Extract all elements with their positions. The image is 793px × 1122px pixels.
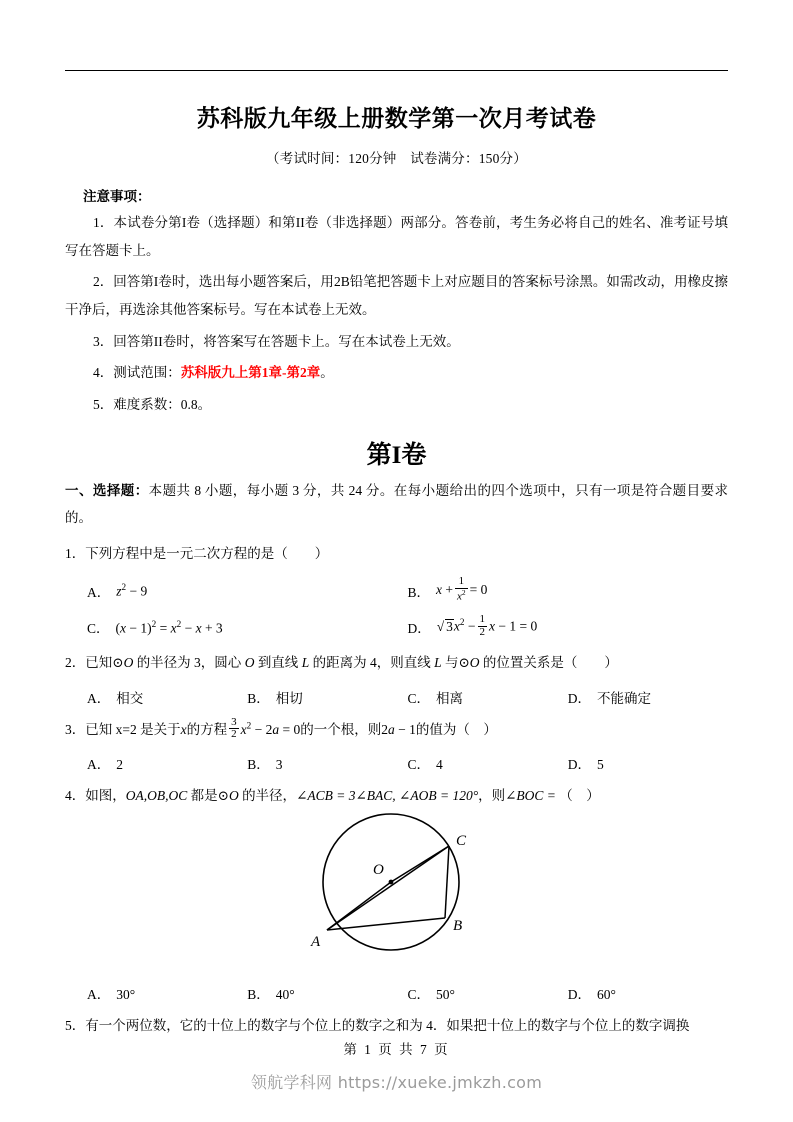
question-2-option-d-text: 不能确定 (597, 690, 651, 706)
question-3-option-c-label: C． (407, 757, 431, 773)
question-4-option-b-text: 40° (275, 987, 295, 1003)
question-3-fraction-numerator: 3 (231, 715, 237, 728)
question-4-option-c-text: 50° (436, 987, 455, 1003)
question-4-mid2: 的半径， (238, 788, 297, 804)
question-3-equation-tail: $x^2 - 2a = 0$ (240, 720, 301, 737)
question-1-option-c-label: C． (87, 621, 110, 637)
question-4-stem (65, 783, 728, 809)
question-3-variable: x (180, 721, 187, 737)
question-1-option-a[interactable] (87, 578, 408, 604)
question-3-option-a[interactable] (87, 753, 247, 773)
question-4-option-a-text: 30° (116, 987, 136, 1003)
notice-item-5: 5．难度系数：0.8。 (93, 397, 212, 413)
test-scope-highlight: 苏科版九上第1章-第2章 (180, 365, 321, 381)
question-4-circle-center: O (228, 788, 239, 804)
question-3-post: 的一个根，则 (300, 721, 382, 737)
exam-subtitle: （考试时间：120分钟 试卷满分：150分） (266, 151, 527, 166)
page-title: 苏科版九年级上册数学第一次月考试卷 (196, 106, 597, 131)
question-5-number: 5． (65, 1018, 86, 1034)
question-2-option-a-label: A． (87, 690, 111, 706)
question-1-number: 1． (65, 545, 86, 561)
watermark-text: 领航学科网 https://xueke.jmkzh.com (250, 1073, 543, 1092)
notice-item-4 (65, 359, 728, 387)
question-3-pre: 已知 x=2 是关于 (85, 721, 181, 737)
question-4-option-a[interactable] (87, 983, 247, 1003)
question-2-option-d[interactable] (568, 687, 728, 707)
notice-item-2: 2．回答第I卷时，选出每小题答案后，用2B铅笔把答题卡上对应题目的答案标号涂黑。如需改动，用橡皮擦干净后，再选涂其他答案标号。写在本试卷上无效。 (65, 274, 728, 318)
question-3-option-a-text: 2 (116, 757, 123, 773)
question-4-pre: 如图， (85, 788, 126, 804)
question-3-option-d-text: 5 (597, 757, 604, 773)
question-4-option-d-text: 60° (597, 987, 616, 1003)
question-3-fraction-denominator: 2 (231, 728, 237, 741)
question-2-option-d-label: D． (567, 690, 591, 706)
question-1-stem (65, 541, 728, 567)
notice-item-1: 1．本试卷分第I卷（选择题）和第II卷（非选择题）两部分。答卷前，考生务必将自己的姓名、准考证号填写在答题卡上。 (65, 215, 728, 258)
question-2-option-a-text: 相交 (116, 690, 144, 706)
question-3-tail-expr: 2a − 1 (381, 721, 416, 737)
question-1-options-row-1 (65, 577, 728, 604)
question-4-option-b-label: B． (247, 987, 270, 1003)
question-4-option-c[interactable] (408, 983, 568, 1003)
question-3-option-d-label: D． (567, 757, 591, 773)
question-4-mid3: ，则 (478, 788, 506, 804)
question-1-options-row-2 (65, 614, 728, 640)
section-title-part-1: 第I卷 (366, 441, 427, 469)
question-3-option-b[interactable] (247, 753, 407, 773)
question-3-options (65, 753, 728, 773)
question-1-option-a-label: A． (87, 584, 111, 600)
question-1-option-d-label: D． (407, 621, 431, 637)
question-4-end: （ ） (555, 788, 600, 804)
question-1-option-b-math: x + $\frac{1}{x^2}$ = 0 (436, 575, 488, 603)
point-O-dot (389, 880, 394, 885)
notice-item-4-suffix: 。 (320, 365, 334, 381)
label-O: O (373, 862, 384, 879)
question-4-option-d[interactable] (568, 983, 728, 1003)
footer-page-number: 第 1 页 共 7 页 (343, 1042, 450, 1057)
notice-item-4-prefix: 4．测试范围： (93, 365, 181, 381)
question-5-stem (65, 1013, 728, 1039)
question-4-option-b[interactable] (247, 983, 407, 1003)
question-4-number: 4． (65, 788, 86, 804)
notice-item-3: 3．回答第II卷时，将答案写在答题卡上。写在本试卷上无效。 (93, 333, 460, 349)
choice-section-text: 本题共 8 小题，每小题 3 分，共 24 分。在每小题给出的四个选项中，只有一项是符合题目要求的。 (65, 482, 729, 525)
question-2-number: 2． (65, 655, 86, 671)
question-2-option-c-text: 相离 (436, 690, 464, 706)
question-1-option-b-label: B． (407, 584, 431, 600)
question-2-option-c[interactable] (408, 687, 568, 707)
question-3-mid: 的方程 (186, 721, 228, 737)
question-5-text: 有一个两位数，它的十位上的数字与个位上的数字之和为 4．如果把十位上的数字与个位上的数字调换 (85, 1018, 690, 1034)
label-B: B (453, 918, 463, 935)
question-3-number: 3． (65, 721, 86, 737)
question-2-option-a[interactable] (87, 687, 247, 707)
question-1-option-b[interactable] (408, 577, 729, 604)
question-1-option-d-math: √ $3x^2$ − $\frac{1}{2}$ x − 1 = 0 (436, 613, 538, 638)
document-content (65, 88, 728, 1040)
question-3-stem (65, 717, 728, 743)
question-3-option-d[interactable] (568, 753, 728, 773)
question-1-option-d[interactable] (408, 614, 729, 640)
question-4-angle-conditions: ∠ACB = 3∠BAC, ∠AOB = 120° (296, 788, 479, 804)
question-1-option-c[interactable] (87, 614, 408, 640)
question-4-options (65, 983, 728, 1003)
question-2-stem: 2．已知⊙O 的半径为 3，圆心 O 到直线 L 的距离为 4，则直线 L 与⊙O 的位置关系是（ ） (65, 655, 618, 671)
question-4-option-a-label: A． (87, 987, 111, 1003)
question-3-option-c-text: 4 (436, 757, 443, 773)
notice-heading: 注意事项： (83, 189, 151, 204)
question-2-option-b-text: 相切 (275, 690, 303, 706)
segment-AB (327, 918, 445, 930)
segment-AC (327, 846, 449, 930)
question-4-mid: 都是⊙ (187, 788, 229, 804)
question-2-options (65, 687, 728, 707)
question-1-option-a-math: $z^2 - 9$ (116, 581, 148, 599)
question-4-segments: OA,OB,OC (125, 788, 188, 804)
header-divider-rule (65, 70, 728, 71)
question-3-option-a-label: A． (87, 757, 111, 773)
segment-CB (445, 846, 449, 918)
question-1-text: 下列方程中是一元二次方程的是（ ） (85, 545, 329, 561)
question-4-option-d-label: D． (567, 987, 591, 1003)
question-2-option-b[interactable] (247, 687, 407, 707)
choice-section-label: 一、选择题： (65, 482, 149, 498)
question-3-option-c[interactable] (408, 753, 568, 773)
label-A: A (311, 934, 321, 951)
question-3-option-b-label: B． (247, 757, 270, 773)
choice-section-header (65, 477, 728, 531)
question-4-figure (65, 813, 728, 973)
circle-geometry-diagram (301, 813, 491, 971)
question-3-end: 的值为（ ） (415, 721, 497, 737)
question-4-option-c-label: C． (407, 987, 431, 1003)
question-2-option-b-label: B． (247, 690, 270, 706)
question-2-option-c-label: C． (407, 690, 431, 706)
label-C: C (456, 833, 467, 850)
question-4-target-angle: ∠BOC = (505, 788, 556, 804)
question-1-option-c-math: $(x - 1)^2 = x^2 - x + 3$ (115, 618, 223, 636)
question-3-fraction (229, 717, 239, 742)
question-3-option-b-text: 3 (275, 757, 283, 773)
